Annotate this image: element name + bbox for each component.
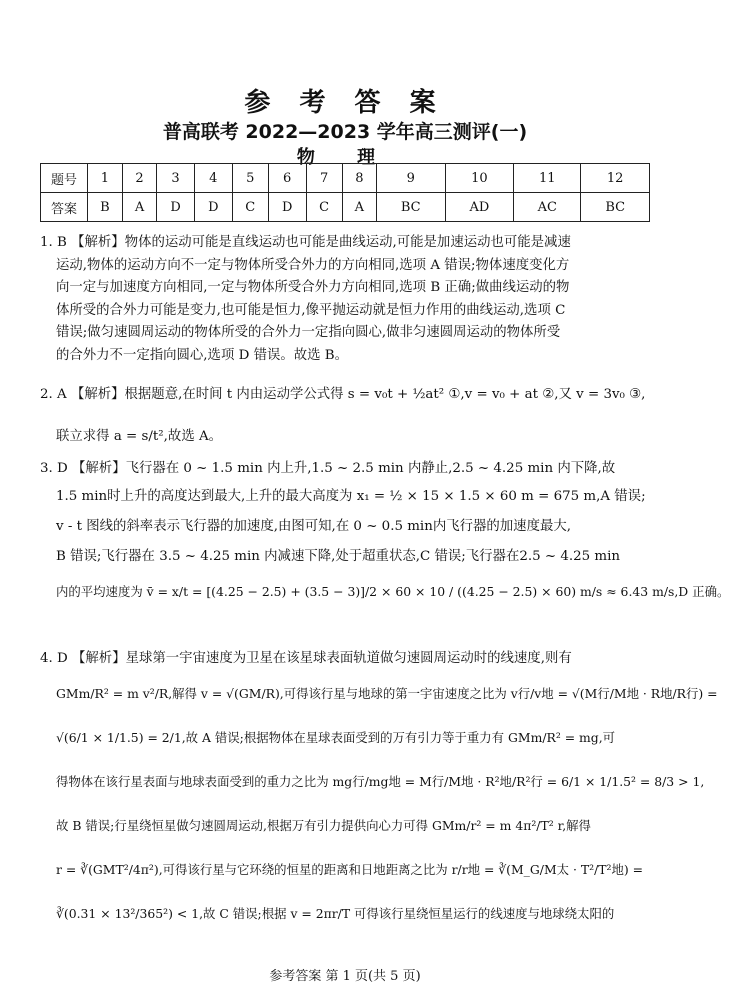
text-line: 故 B 错误;行星绕恒星做匀速圆周运动,根据万有引力提供向心力可得 GMm/r² = m 4π²/T² r,解得: [56, 818, 591, 833]
table-header-cell: 答案: [41, 193, 88, 222]
answer-cell: D: [157, 193, 195, 222]
text-line: 内的平均速度为 v̄ = x/t = [(4.25 − 2.5) + (3.5 − 3)]/2 × 60 × 10 / ((4.25 − 2.5) × 60) m/s ≈ 6.43 m/s,D 正确。: [56, 584, 729, 599]
text-line: 得物体在该行星表面与地球表面受到的重力之比为 mg行/mg地 = M行/M地 · R²地/R²行 = 6/1 × 1/1.5² = 8/3 > 1,: [56, 774, 705, 789]
text-line: 体所受的合外力可能是变力,也可能是恒力,像平抛运动就是恒力作用的曲线运动,选项 C: [56, 302, 566, 318]
text-line: 3. D 【解析】飞行器在 0 ~ 1.5 min 内上升,1.5 ~ 2.5 min 内静止,2.5 ~ 4.25 min 内下降,故: [40, 461, 616, 476]
text-line: 4. D 【解析】星球第一宇宙速度为卫星在该星球表面轨道做匀速圆周运动时的线速度,则有: [40, 651, 572, 666]
answer-cell: AD: [445, 193, 514, 222]
answer-cell: C: [306, 193, 342, 222]
answer-table: [40, 163, 650, 222]
answer-cell: A: [122, 193, 156, 222]
question-number-cell: 6: [268, 164, 306, 193]
text-line: r = ∛(GMT²/4π²),可得该行星与它环绕的恒星的距离和日地距离之比为 r/r地 = ∛(M_G/M太 · T²/T²地) =: [56, 862, 644, 877]
question-number-cell: 11: [514, 164, 581, 193]
text-line: 2. A 【解析】根据题意,在时间 t 内由运动学公式得 s = v₀t + ½at² ①,v = v₀ + at ②,又 v = 3v₀ ③,: [40, 387, 646, 402]
question-1-explanation: [40, 232, 660, 367]
text-line: v - t 图线的斜率表示飞行器的加速度,由图可知,在 0 ~ 0.5 min内飞行器的加速度最大,: [56, 519, 572, 534]
page-footer: 参考答案 第 1 页(共 5 页): [269, 969, 421, 984]
question-number-cell: 4: [194, 164, 232, 193]
text-line: GMm/R² = m v²/R,解得 v = √(GM/R),可得该行星与地球的第一宇宙速度之比为 v行/v地 = √(M行/M地 · R地/R行) =: [56, 686, 718, 701]
text-line: 1.5 min时上升的高度达到最大,上升的最大高度为 x₁ = ½ × 15 × 1.5 × 60 m = 675 m,A 错误;: [56, 489, 646, 504]
question-number-cell: 8: [342, 164, 376, 193]
answer-cell: AC: [514, 193, 581, 222]
table-row: [41, 193, 650, 222]
answer-cell: D: [194, 193, 232, 222]
answer-cell: D: [268, 193, 306, 222]
question-2-explanation: [40, 382, 660, 450]
question-number-cell: 10: [445, 164, 514, 193]
answer-cell: BC: [581, 193, 650, 222]
table-header-cell: 题号: [41, 164, 88, 193]
question-number-cell: 5: [232, 164, 268, 193]
question-number-cell: 9: [377, 164, 446, 193]
question-number-cell: 3: [157, 164, 195, 193]
answer-cell: C: [232, 193, 268, 222]
text-line: 向一定与加速度方向相同,一定与物体所受合外力方向相同,选项 B 正确;做曲线运动的物: [56, 280, 570, 295]
text-line: B 错误;飞行器在 3.5 ~ 4.25 min 内减速下降,处于超重状态,C 错误;飞行器在2.5 ~ 4.25 min: [56, 549, 621, 564]
question-4-explanation: [40, 646, 718, 936]
question-number-cell: 7: [306, 164, 342, 193]
text-line: 运动,物体的运动方向不一定与物体所受合外力的方向相同,选项 A 错误;物体速度变化方: [56, 257, 570, 273]
question-number-cell: 1: [88, 164, 123, 193]
question-number-cell: 2: [122, 164, 156, 193]
exam-subtitle: 普高联考 2022—2023 学年高三测评(一): [162, 121, 528, 143]
answer-cell: BC: [377, 193, 446, 222]
question-number-cell: 12: [581, 164, 650, 193]
page-title: 参 考 答 案: [244, 88, 446, 118]
text-line: 的合外力不一定指向圆心,选项 D 错误。故选 B。: [56, 347, 349, 363]
text-line: 错误;做匀速圆周运动的物体所受的合外力一定指向圆心,做非匀速圆周运动的物体所受: [56, 325, 561, 340]
question-3-explanation: [40, 456, 729, 612]
answer-cell: A: [342, 193, 376, 222]
text-line: 联立求得 a = s/t²,故选 A。: [56, 429, 223, 444]
answer-cell: B: [88, 193, 123, 222]
subject-label: 物 理: [296, 147, 394, 168]
text-line: ∛(0.31 × 13²/365²) < 1,故 C 错误;根据 v = 2πr/T 可得该行星绕恒星运行的线速度与地球绕太阳的: [56, 906, 615, 921]
table-row: [41, 164, 650, 193]
text-line: 1. B 【解析】物体的运动可能是直线运动也可能是曲线运动,可能是加速运动也可能是减速: [40, 235, 571, 250]
text-line: √(6/1 × 1/1.5) = 2/1,故 A 错误;根据物体在星球表面受到的万有引力等于重力有 GMm/R² = mg,可: [56, 730, 616, 745]
